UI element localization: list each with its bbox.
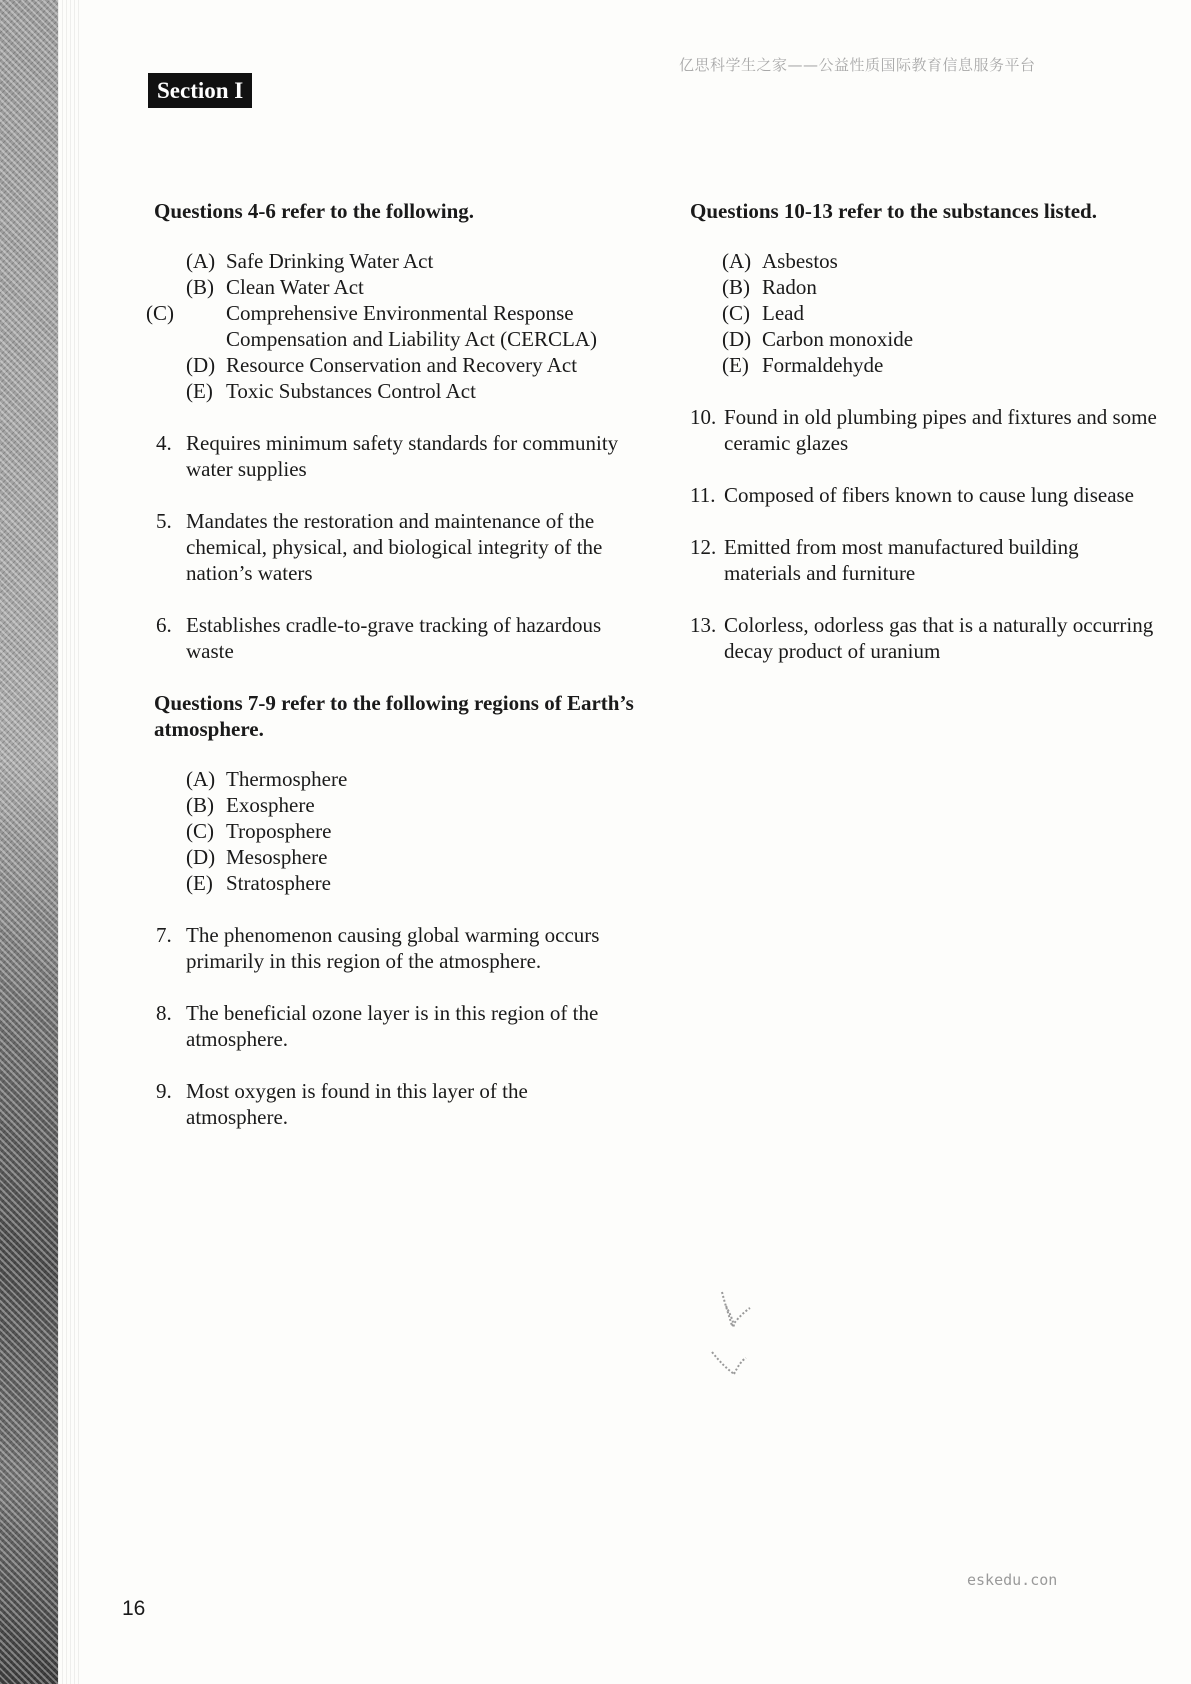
option-c: (C) Comprehensive Environmental Response Compensation and Liability Act (CERCLA) — [146, 301, 597, 351]
question-group-10-13 — [690, 198, 1160, 664]
watermark-top: 亿思科学生之家——公益性质国际教育信息服务平台 — [679, 56, 1036, 74]
watermark-bottom: eskedu.con — [967, 1571, 1058, 1589]
question-10: 10. Found in old plumbing pipes and fixtures and some ceramic glazes — [690, 405, 1157, 455]
question-12: 12. Emitted from most manufactured building materials and furniture — [690, 535, 1079, 585]
book-binding-edge — [0, 0, 58, 1684]
option-e: (E) Toxic Substances Control Act — [186, 379, 476, 403]
option-e: (E) Formaldehyde — [722, 353, 884, 377]
option-c: (C) Lead — [722, 301, 804, 325]
option-a: (A) Asbestos — [722, 249, 838, 273]
question-9: 9. Most oxygen is found in this layer of the atmosphere. — [156, 1079, 528, 1129]
group-heading: Questions 10-13 refer to the substances listed. — [690, 199, 1097, 223]
option-d: (D) Resource Conservation and Recovery Act — [186, 353, 578, 377]
group-heading: Questions 4-6 refer to the following. — [154, 199, 475, 223]
option-b: (B) Radon — [722, 275, 817, 299]
question-4: 4. Requires minimum safety standards for community water supplies — [156, 431, 619, 481]
option-e: (E) Stratosphere — [186, 871, 331, 895]
answer-options — [146, 248, 634, 404]
question-7: 7. The phenomenon causing global warming occurs primarily in this region of the atmosphere. — [156, 923, 600, 973]
answer-options — [154, 766, 634, 896]
question-6: 6. Establishes cradle-to-grave tracking of hazardous waste — [156, 613, 602, 663]
pencil-doodle-mark — [708, 1288, 768, 1388]
option-a: (A) Thermosphere — [186, 767, 348, 791]
right-column — [690, 198, 1160, 690]
question-5: 5. Mandates the restoration and maintenance of the chemical, physical, and biological integrity of the nation’s waters — [156, 509, 603, 585]
option-d: (D) Mesosphere — [186, 845, 328, 869]
page-gutter — [58, 0, 82, 1684]
section-label: Section I — [148, 73, 252, 108]
question-11: 11. Composed of fibers known to cause lung disease — [690, 483, 1135, 507]
option-b: (B) Exosphere — [186, 793, 315, 817]
question-13: 13. Colorless, odorless gas that is a naturally occurring decay product of uranium — [690, 613, 1154, 663]
question-8: 8. The beneficial ozone layer is in this region of the atmosphere. — [156, 1001, 599, 1051]
option-a: (A) Safe Drinking Water Act — [186, 249, 434, 273]
group-heading: Questions 7-9 refer to the following regions of Earth’s atmosphere. — [154, 691, 634, 741]
page-number: 16 — [122, 1597, 146, 1620]
answer-options — [690, 248, 1160, 378]
option-b: (B) Clean Water Act — [186, 275, 364, 299]
option-d: (D) Carbon monoxide — [722, 327, 914, 351]
option-c: (C) Troposphere — [186, 819, 332, 843]
question-group-4-6 — [146, 198, 634, 664]
question-group-7-9 — [154, 690, 634, 1130]
left-column — [146, 198, 634, 1156]
